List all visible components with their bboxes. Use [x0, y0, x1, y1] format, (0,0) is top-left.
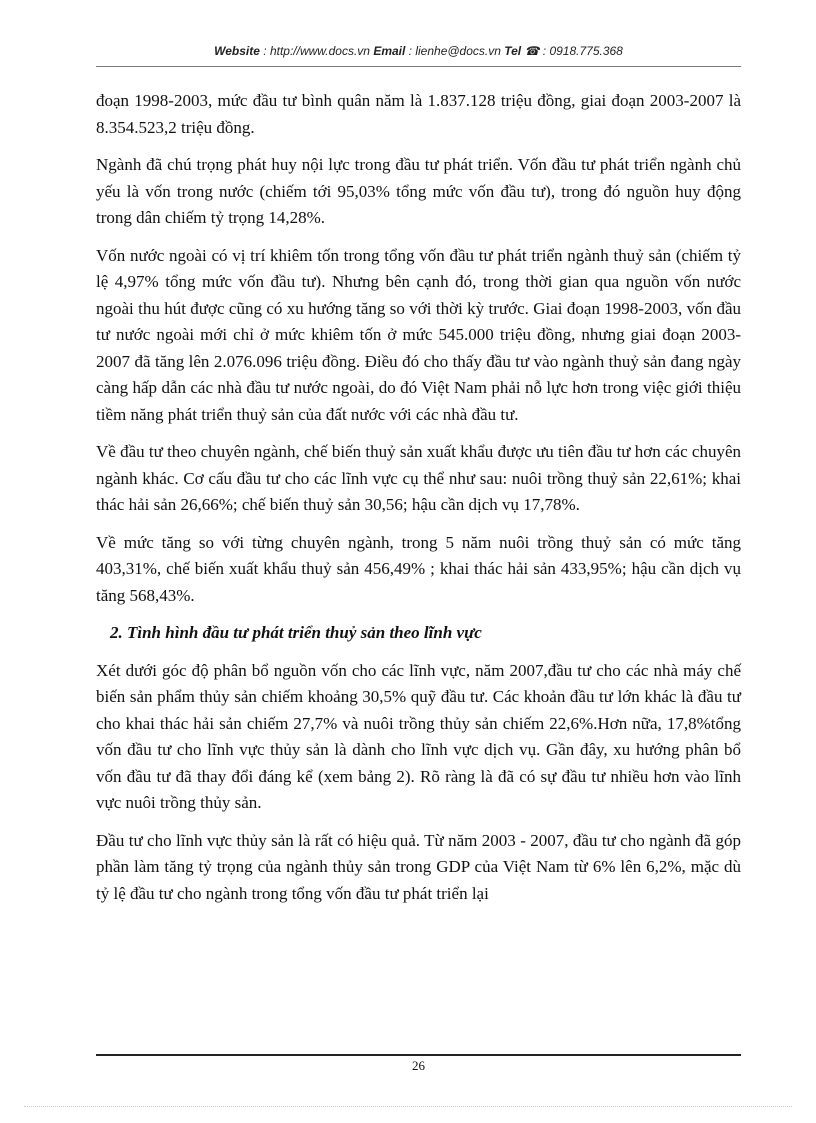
website-value: : http://www.docs.vn [259, 44, 374, 58]
email-label: Email [373, 44, 406, 58]
header-divider [96, 66, 741, 67]
section-heading: 2. Tình hình đầu tư phát triển thuỷ sản theo lĩnh vực [110, 623, 482, 642]
paragraph: Về đầu tư theo chuyên ngành, chế biến thuỷ sản xuất khẩu được ưu tiên đầu tư hơn các chuyên ngành khác. Cơ cấu đầu tư cho các lĩnh vực cụ thể như sau: nuôi trồng thuỷ sản 22,61%; khai thác hải sản 26,66%; chế biến thuỷ sản 30,56; hậu cần dịch vụ 17,78%. [96, 442, 741, 514]
paragraph: Vốn nước ngoài có vị trí khiêm tốn trong tổng vốn đầu tư phát triển ngành thuỷ sản (chiếm tỷ lệ 4,97% tổng mức vốn đầu tư). Nhưng bên cạnh đó, trong thời gian qua nguồn vốn nước ngoài thu hút được cũng có xu hướng tăng so với thời kỳ trước. Giai đoạn 1998-2003, vốn đầu tư nước ngoài mới chỉ ở mức khiêm tốn ở mức 545.000 triệu đồng, nhưng giai đoạn 2003-2007 đã tăng lên 2.076.096 triệu đồng. Điều đó cho thấy đầu tư vào ngành thuỷ sản đang ngày càng hấp dẫn các nhà đầu tư nước ngoài, do đó Việt Nam phải nỗ lực hơn trong việc giới thiệu tiềm năng phát triển thuỷ sản của đất nước với các nhà đầu tư. [96, 245, 741, 424]
footer-divider [96, 1054, 741, 1056]
page-header [96, 44, 741, 58]
page-bottom-border [24, 1106, 792, 1107]
paragraph: Ngành đã chú trọng phát huy nội lực trong đầu tư phát triển. Vốn đầu tư phát triển ngành chủ yếu là vốn trong nước (chiếm tới 95,03% tổng mức vốn đầu tư), trong đó nguồn huy động trong dân chiếm tỷ trọng 14,28%. [96, 155, 741, 227]
paragraph: Đầu tư cho lĩnh vực thủy sản là rất có hiệu quả. Từ năm 2003 - 2007, đầu tư cho ngành đã góp phần làm tăng tỷ trọng của ngành thủy sản trong GDP của Việt Nam từ 6% lên 6,2%, mặc dù tỷ lệ đầu tư cho ngành trong tổng vốn đầu tư phát triển lại [96, 830, 741, 903]
paragraph: Xét dưới góc độ phân bổ nguồn vốn cho các lĩnh vực, năm 2007,đầu tư cho các nhà máy chế biến sản phẩm thủy sản chiếm khoảng 30,5% quỹ đầu tư. Các khoản đầu tư lớn khác là đầu tư cho khai thác hải sản chiếm 27,7% và nuôi trồng thủy sản chiếm 22,6%.Hơn nữa, 17,8%tổng vốn đầu tư cho lĩnh vực thủy sản là dành cho lĩnh vực dịch vụ. Gần đây, xu hướng phân bổ vốn đầu tư đã thay đổi đáng kể (xem bảng 2). Rõ ràng là đã có sự đầu tư nhiều hơn vào lĩnh vực nuôi trồng thủy sản. [96, 660, 741, 812]
email-value: : lienhe@docs.vn [405, 44, 505, 58]
tel-value: : 0918.775.368 [539, 44, 623, 58]
tel-label: Tel [504, 44, 525, 58]
website-label: Website [214, 44, 260, 58]
document-body [96, 88, 741, 918]
page-number: 26 [412, 1058, 425, 1073]
paragraph: Về mức tăng so với từng chuyên ngành, trong 5 năm nuôi trồng thuỷ sản có mức tăng 403,31%, chế biến xuất khẩu thuỷ sản 456,49% ; khai thác hải sản 433,95%; hậu cần dịch vụ tăng 568,43%. [96, 532, 741, 605]
phone-icon: ☎ [524, 44, 540, 58]
paragraph: đoạn 1998-2003, mức đầu tư bình quân năm là 1.837.128 triệu đồng, giai đoạn 2003-2007 là 8.354.523,2 triệu đồng. [96, 91, 741, 137]
